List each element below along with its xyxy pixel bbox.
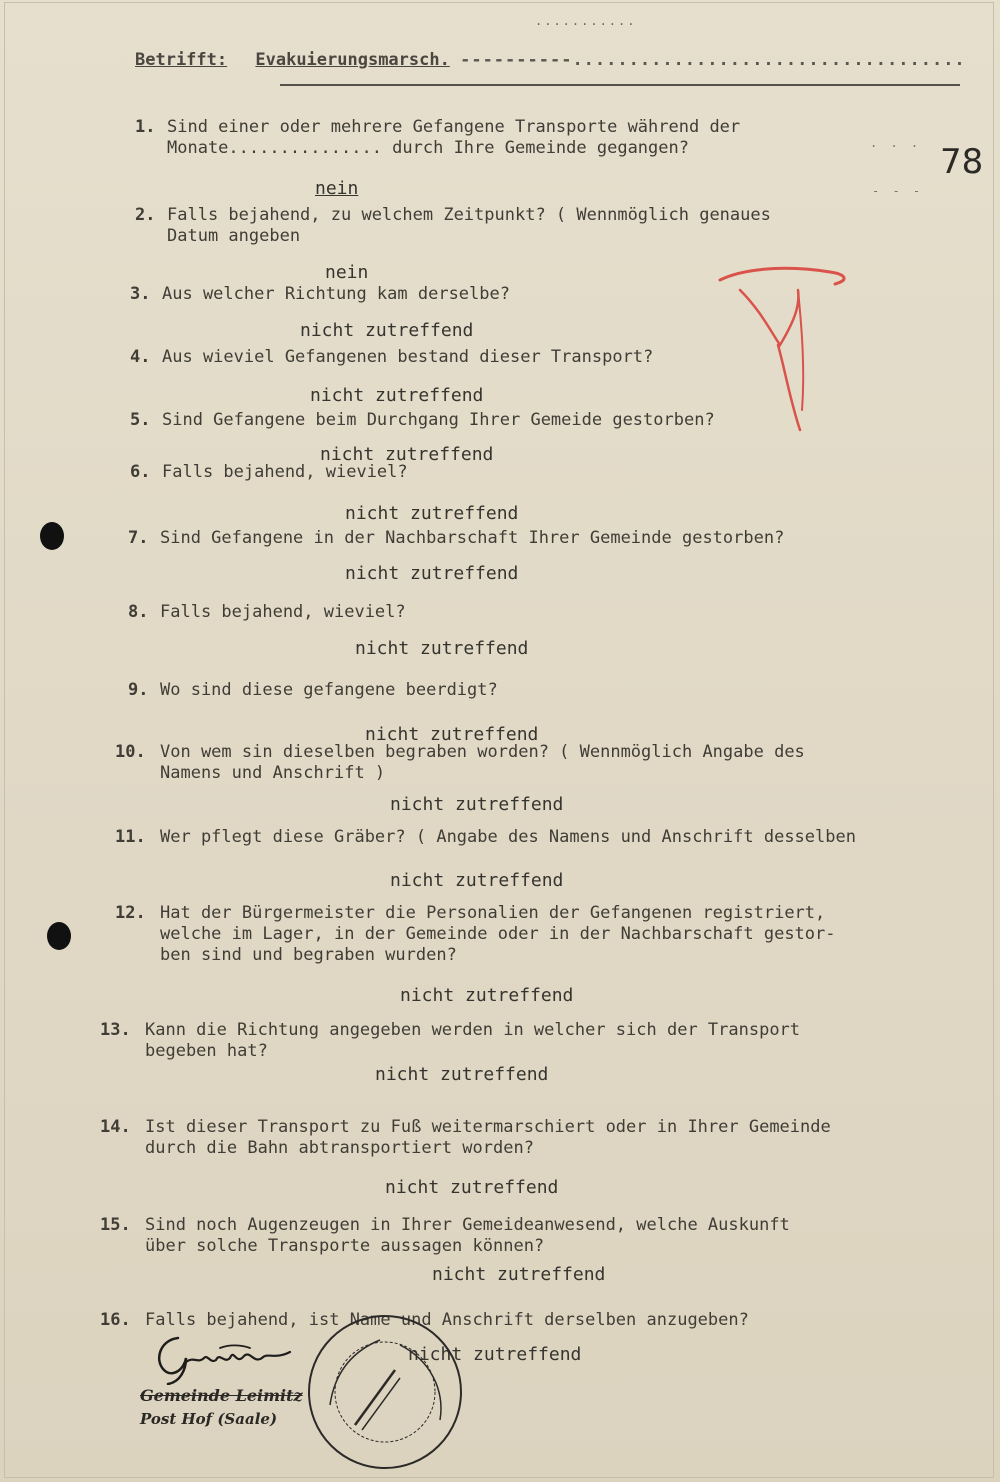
question-1	[135, 117, 740, 159]
question-number: 12.	[115, 903, 146, 923]
question-number: 14.	[100, 1117, 131, 1137]
question-text: Hat der Bürgermeister die Personalien der Gefangenen registriert,	[160, 903, 826, 923]
question-number: 6.	[130, 462, 151, 482]
question-text: Falls bejahend, zu welchem Zeitpunkt? ( Wennmöglich genaues	[167, 205, 771, 225]
answer-8: nicht zutreffend	[355, 638, 529, 659]
question-text: Falls bejahend, wieviel?	[162, 462, 408, 482]
question-9	[128, 680, 498, 701]
question-13	[100, 1020, 800, 1062]
question-text: Wo sind diese gefangene beerdigt?	[160, 680, 498, 700]
question-number: 1.	[135, 117, 156, 137]
question-text: Aus wieviel Gefangenen bestand dieser Transport?	[162, 347, 654, 367]
question-number: 3.	[130, 284, 151, 304]
question-number: 10.	[115, 742, 146, 762]
municipality-name: Gemeinde Leimitz	[140, 1386, 303, 1405]
question-text: Falls bejahend, wieviel?	[160, 602, 406, 622]
question-number: 2.	[135, 205, 156, 225]
answer-1: nein	[315, 178, 359, 199]
municipality-stamp-text	[140, 1386, 303, 1405]
document-header	[135, 50, 965, 70]
question-11	[115, 827, 856, 848]
question-number: 7.	[128, 528, 149, 548]
question-5	[130, 410, 715, 431]
question-text: Monate............... durch Ihre Gemeinde gegangen?	[167, 138, 689, 158]
question-text: Falls bejahend, ist Name und Anschrift derselben anzugeben?	[145, 1310, 749, 1330]
question-text: Kann die Richtung angegeben werden in welcher sich der Transport	[145, 1020, 801, 1040]
answer-13: nicht zutreffend	[375, 1064, 549, 1085]
question-7	[128, 528, 784, 549]
postal-address: Post Hof (Saale)	[140, 1410, 278, 1428]
answer-3: nicht zutreffend	[300, 320, 474, 341]
question-number: 13.	[100, 1020, 131, 1040]
question-number: 11.	[115, 827, 146, 847]
answer-16: nicht zutreffend	[408, 1344, 582, 1365]
question-text: Wer pflegt diese Gräber? ( Angabe des Namens und Anschrift desselben	[160, 827, 856, 847]
question-text: Sind Gefangene in der Nachbarschaft Ihrer Gemeinde gestorben?	[160, 528, 785, 548]
answer-7: nicht zutreffend	[345, 563, 519, 584]
answer-9: nicht zutreffend	[365, 724, 539, 745]
question-text: durch die Bahn abtransportiert worden?	[145, 1138, 534, 1158]
answer-2: nein	[325, 262, 369, 283]
question-15	[100, 1215, 790, 1257]
answer-5: nicht zutreffend	[320, 444, 494, 465]
question-text: Sind einer oder mehrere Gefangene Transporte während der	[167, 117, 741, 137]
answer-10: nicht zutreffend	[390, 794, 564, 815]
top-dots: ...........	[535, 14, 637, 28]
punch-hole	[47, 922, 71, 950]
answer-14: nicht zutreffend	[385, 1177, 559, 1198]
question-number: 16.	[100, 1310, 131, 1330]
question-number: 8.	[128, 602, 149, 622]
question-6	[130, 462, 408, 483]
question-text: Aus welcher Richtung kam derselbe?	[162, 284, 510, 304]
subject-label: Betrifft:	[135, 50, 228, 70]
answer-6: nicht zutreffend	[345, 503, 519, 524]
question-number: 4.	[130, 347, 151, 367]
header-underline	[280, 84, 960, 86]
question-text: begeben hat?	[145, 1041, 268, 1061]
question-number: 9.	[128, 680, 149, 700]
question-number: 5.	[130, 410, 151, 430]
question-2	[135, 205, 771, 247]
page-number: 78	[940, 142, 984, 182]
question-4	[130, 347, 653, 368]
margin-dashes: - - -	[872, 184, 924, 198]
header-trail: ----------...................................	[460, 50, 966, 70]
question-text: über solche Transporte aussagen können?	[145, 1236, 545, 1256]
question-12	[115, 903, 836, 966]
question-8	[128, 602, 406, 623]
question-text: Datum angeben	[167, 226, 301, 246]
question-text: Namens und Anschrift )	[160, 763, 386, 783]
punch-hole	[40, 522, 64, 550]
question-text: Sind Gefangene beim Durchgang Ihrer Gemeide gestorben?	[162, 410, 715, 430]
red-pencil-mark-icon	[710, 250, 860, 440]
question-text: ben sind und begraben wurden?	[160, 945, 457, 965]
answer-4: nicht zutreffend	[310, 385, 484, 406]
question-text: Von wem sin dieselben begraben worden? ( Wennmöglich Angabe des	[160, 742, 805, 762]
answer-11: nicht zutreffend	[390, 870, 564, 891]
answer-12: nicht zutreffend	[400, 985, 574, 1006]
document-title: Evakuierungsmarsch.	[255, 50, 450, 70]
answer-15: nicht zutreffend	[432, 1264, 606, 1285]
question-3	[130, 284, 510, 305]
margin-dashes: . . .	[870, 136, 922, 150]
question-text: Sind noch Augenzeugen in Ihrer Gemeideanwesend, welche Auskunft	[145, 1215, 790, 1235]
question-text: welche im Lager, in der Gemeinde oder in der Nachbarschaft gestor-	[160, 924, 836, 944]
question-text: Ist dieser Transport zu Fuß weitermarschiert oder in Ihrer Gemeinde	[145, 1117, 831, 1137]
question-14	[100, 1117, 831, 1159]
official-seal-icon	[300, 1310, 470, 1475]
handwritten-signature	[150, 1330, 300, 1385]
question-10	[115, 742, 805, 784]
question-number: 15.	[100, 1215, 131, 1235]
